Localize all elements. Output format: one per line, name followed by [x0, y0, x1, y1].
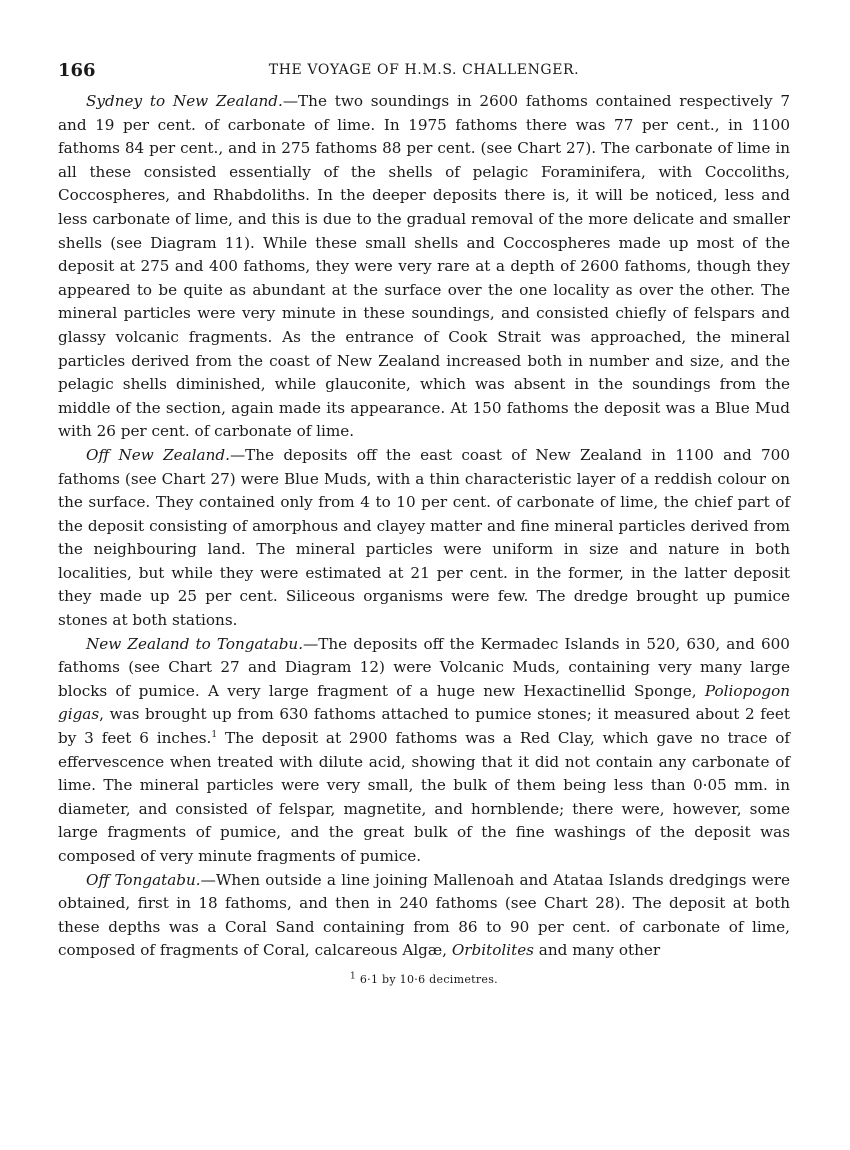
paragraph-sydney-to-new-zealand — [58, 90, 790, 444]
page-number: 166 — [58, 60, 96, 81]
paragraph-off-new-zealand — [58, 444, 790, 633]
section-heading: Off New Zealand. — [86, 445, 230, 464]
footnote — [58, 973, 790, 986]
running-head — [58, 60, 790, 86]
paragraph-text: —The deposits off the Kermadec Islands in 520, 630, and 600 fathoms (see Chart 27 and Diagram 12) were Volcanic Muds, containing very many large blocks of pumice. A very large fragment of a huge new Hexactinellid Sponge, — [58, 634, 790, 700]
paragraph-text: —When outside a line joining Mallenoah and Atataa Islands dredgings were obtained, first in 18 fathoms, and then in 240 fathoms (see Chart 28). The deposit at both these depths was a Coral Sand containing from 86 to 90 per cent. of carbonate of lime, composed of fragments of Coral, calcareous Algæ, — [58, 870, 790, 960]
paragraph-text: The deposit at 2900 fathoms was a Red Clay, which gave no trace of effervescence when treated with dilute acid, showing that it did not contain any carbonate of lime. The mineral particles were very small, the bulk of them being less than 0·05 mm. in diameter, and consisted of felspar, magnetite, and hornblende; there were, however, some large fragments of pumice, and the great bulk of the fine washings of the deposit was composed of very minute fragments of pumice. — [58, 729, 790, 865]
paragraph-off-tongatabu — [58, 869, 790, 963]
section-heading: Off Tongatabu. — [86, 870, 201, 889]
paragraph-new-zealand-to-tongatabu — [58, 633, 790, 869]
paragraph-text: —The deposits off the east coast of New Zealand in 1100 and 700 fathoms (see Chart 27) were Blue Muds, with a thin characteristic layer of a reddish colour on the surface. They contained only from 4 to 10 per cent. of carbonate of lime, the chief part of the deposit consisting of amorphous and clayey matter and fine mineral particles derived from the neighbouring land. The mineral particles were uniform in size and nature in both localities, but while they were estimated at 21 per cent. in the former, in the latter deposit they made up 25 per cent. Siliceous organisms were few. The dredge brought up pumice stones at both stations. — [58, 445, 790, 630]
paragraph-text: , was brought up from 630 fathoms attached to pumice stones; it measured about 2 feet by 3 feet 6 inches. — [58, 705, 790, 748]
paragraph-text: and many other — [533, 941, 661, 960]
running-title: THE VOYAGE OF H.M.S. CHALLENGER. — [268, 62, 580, 78]
paragraph-text: —The two soundings in 2600 fathoms contained respectively 7 and 19 per cent. of carbonate of lime. In 1975 fathoms there was 77 per cent., in 1100 fathoms 84 per cent., and in 275 fathoms 88 per cent. (see Chart 27). The carbonate of lime in all these consisted essentially of the shells of pelagic Foraminifera, with Coccoliths, Coccospheres, and Rhabdoliths. In the deeper deposits there is, it will be noticed, less and less carbonate of lime, and this is due to the gradual removal of the more delicate and smaller shells (see Diagram 11). While these small shells and Coccospheres made up most of the deposit at 275 and 400 fathoms, they were very rare at a depth of 2600 fathoms, though they appeared to be quite as abundant at the surface over the one locality as over the other. The mineral particles were very minute in these soundings, and consisted chiefly of felspars and glassy volcanic fragments. As the entrance of Cook Strait was approached, the mineral particles derived from the coast of New Zealand increased both in number and size, and the pelagic shells diminished, while glauconite, which was absent in the soundings from the middle of the section, again made its appearance. At 150 fathoms the deposit was a Blue Mud with 26 per cent. of carbonate of lime. — [58, 92, 790, 441]
section-heading: New Zealand to Tongatabu. — [86, 634, 304, 653]
footnote-text: 6·1 by 10·6 decimetres. — [356, 972, 498, 986]
species-name: Poliopogon gigas — [58, 681, 790, 724]
book-page — [58, 60, 790, 986]
genus-name: Orbitolites — [451, 941, 534, 960]
footnote-reference: 1 — [211, 729, 218, 740]
footnote-marker: 1 — [350, 971, 357, 982]
section-heading: Sydney to New Zealand. — [86, 92, 283, 110]
